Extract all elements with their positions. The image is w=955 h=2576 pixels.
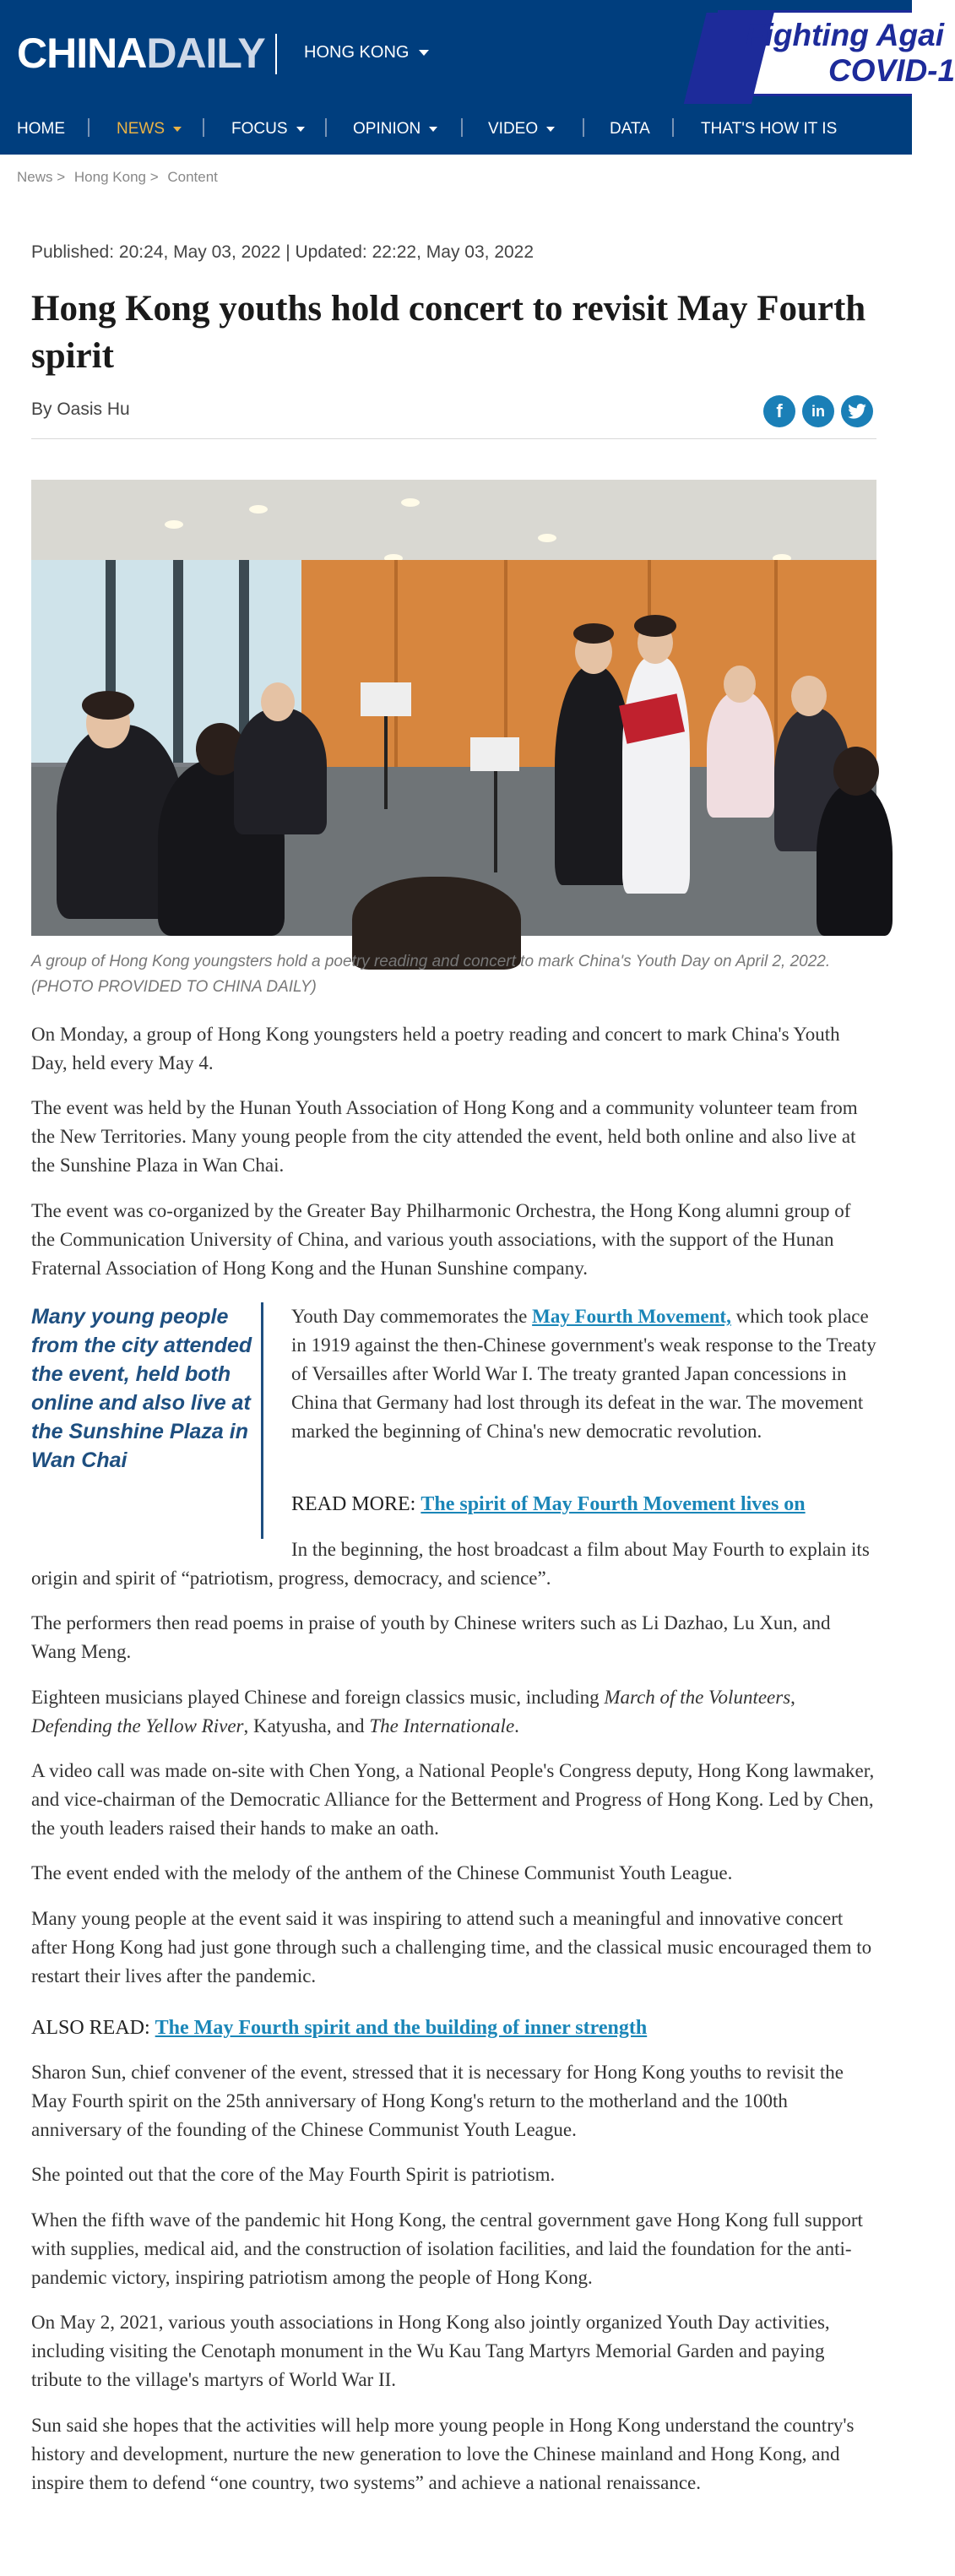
paragraph-7 [31,1683,878,1741]
chevron-down-icon [419,50,429,56]
photo-hair [82,691,134,720]
photo-mullion [173,560,183,763]
nav-divider [203,118,204,137]
chevron-down-icon [546,127,555,132]
paragraph-12: She pointed out that the core of the May Fourth Spirit is patriotism. [31,2164,556,2185]
paragraph-6: The performers then read poems in praise of youth by Chinese writers such as Li Dazhao, Lu Xun, and Wang Meng. [31,1612,831,1662]
nav-home[interactable] [17,117,65,141]
also-read-label: ALSO READ: [31,2017,150,2039]
paragraph-11: Sharon Sun, chief convener of the event, stressed that it is necessary for Hong Kong youths to revisit the May Fourth spirit on the 25th anniversary of Hong Kong's return to the motherland and the 100th anniversary of the founding of the Chinese Communist Youth League. [31,2062,844,2140]
nav-news-label: NEWS [117,120,165,138]
photo-face [261,682,295,721]
facebook-share-icon[interactable] [763,395,795,427]
nav-thats-how-it-is[interactable] [701,117,837,141]
read-more [291,1490,806,1519]
chevron-down-icon [429,127,437,132]
nav-divider [583,118,584,137]
nav-data[interactable] [610,117,650,141]
paragraph-5: In the beginning, the host broadcast a film about May Fourth to explain its origin and spirit of “patriotism, progress, democracy, and science”. [31,1539,870,1589]
song-title: March of the Volunteers [604,1687,791,1708]
nav-data-label: DATA [610,120,650,138]
photo-sheet-music [361,682,411,716]
logo-divider [275,34,277,74]
breadcrumb [17,166,223,188]
photo-person [707,691,774,818]
photo-face [724,666,756,703]
nav-video[interactable] [488,117,555,141]
photo-hair [573,623,614,644]
paragraph-9: The event ended with the melody of the anthem of the Chinese Communist Youth League. [31,1862,733,1883]
photo-person [817,784,893,936]
banner-line-2: COVID-1 [828,53,955,88]
china-daily-logo[interactable] [17,30,265,77]
photo-lamp [401,498,420,507]
nav-opinion[interactable] [353,117,437,141]
main-nav [0,104,912,155]
nav-divider [461,118,463,137]
region-label: HONG KONG [304,43,410,62]
paragraph-1: On Monday, a group of Hong Kong youngsters held a poetry reading and concert to mark China's Youth Day, held every May 4. [31,1024,840,1073]
logo-daily: DAILY [146,30,265,77]
paragraph-4-text: Youth Day commemorates the [291,1306,533,1327]
linkedin-share-icon[interactable] [802,395,834,427]
photo-caption: A group of Hong Kong youngsters hold a poetry reading and concert to mark China's Youth Day on April 2, 2022. (PHOTO PROVIDED TO CHINA DAILY) [31,953,831,996]
photo-head [833,747,879,796]
article-photo [31,480,876,936]
photo-male-performer [555,666,632,885]
fighting-covid-banner[interactable] [718,10,955,96]
read-more-label: READ MORE: [291,1493,416,1515]
nav-video-label: VIDEO [488,120,539,138]
photo-ceiling [31,480,876,568]
paragraph-2: The event was held by the Hunan Youth Association of Hong Kong and a community volunteer team from the New Territories. Many young people from the city attended the event, held both online and also live at the Sunshine Plaza in Wan Chai. [31,1097,858,1176]
paragraph-7-text-cont: , Katyusha, and [243,1715,370,1736]
photo-female-performer [622,657,690,894]
also-read [31,2014,647,2042]
nav-thats-how-it-is-label: THAT'S HOW IT IS [701,120,838,138]
photo-lamp [165,520,183,529]
nav-news[interactable] [117,117,182,141]
region-selector[interactable] [304,41,429,64]
nav-divider [325,118,327,137]
nav-divider [88,118,90,137]
paragraph-4-text-cont: which took place in 1919 against the then-Chinese government's weak response to the Treaty of Versailles after World War I. The treaty granted Japan concessions in China that Germany had lost through its defeat in the war. The movement marked the beginning of China's new democratic revolution. [291,1306,876,1442]
breadcrumb-hong-kong[interactable]: Hong Kong > [73,169,159,185]
may-fourth-movement-link[interactable]: May Fourth Movement, [532,1306,731,1327]
photo-face [791,676,827,716]
article-title: Hong Kong youths hold concert to revisit May Fourth spirit [31,289,866,376]
nav-opinion-label: OPINION [353,120,421,138]
site-header [0,0,955,104]
read-more-link[interactable]: The spirit of May Fourth Movement lives on [421,1493,806,1515]
nav-focus[interactable] [231,117,305,141]
facebook-glyph: f [776,400,783,421]
banner-line-1: Fighting Agai [746,18,944,52]
logo-china: CHINA [17,30,147,77]
pull-quote: Many young people from the city attended the event, held both online and also live at the Sunshine Plaza in Wan Chai [31,1302,263,1539]
nav-divider [672,118,674,137]
photo-hair [634,615,676,637]
photo-sheet-music [470,737,519,771]
paragraph-7-text: Eighteen musicians played Chinese and foreign classics music, including [31,1687,605,1708]
breadcrumb-news[interactable]: News > [17,169,66,185]
twitter-bird-icon [848,404,866,419]
paragraph-7-end: . [514,1715,519,1736]
also-read-link[interactable]: The May Fourth spirit and the building of inner strength [155,2017,648,2039]
byline: By Oasis Hu [31,399,130,419]
publish-meta: Published: 20:24, May 03, 2022 | Updated: 22:22, May 03, 2022 [31,242,534,262]
paragraph-3: The event was co-organized by the Greater Bay Philharmonic Orchestra, the Hong Kong alumni group of the Communication University of China, and various youth associations, with the support of the Hunan Fraternal Association of Hong Kong and the Hunan Sunshine company. [31,1200,851,1279]
song-title: The Internationale [369,1715,515,1736]
paragraph-15: Sun said she hopes that the activities will help more young people in Hong Kong understand the country's history and development, nurture the new generation to love the Chinese mainland and Hong Kong, and inspire them to defend “one country, two systems” and achieve a national renaissance. [31,2415,855,2493]
photo-lamp [249,505,268,514]
photo-music-stand [494,771,497,872]
twitter-share-icon[interactable] [841,395,873,427]
paragraph-13: When the fifth wave of the pandemic hit Hong Kong, the central government gave Hong Kong full support with supplies, medical aid, and the construction of isolation facilities, and laid the foundation for the anti-pandemic victory, inspiring patriotism among the people of Hong Kong. [31,2209,863,2288]
photo-person [234,708,327,834]
nav-focus-label: FOCUS [231,120,288,138]
paragraph-7-sep: , [790,1687,795,1708]
photo-music-stand [384,716,388,809]
paragraph-10: Many young people at the event said it was inspiring to attend such a meaningful and innovative concert after Hong Kong had just gone through such a challenging time, and the classical music encouraged them to restart their lives after the pandemic. [31,1908,872,1986]
chevron-down-icon [296,127,305,132]
photo-lamp [538,534,556,542]
breadcrumb-content: Content [167,169,218,185]
paragraph-4 [291,1302,878,1446]
paragraph-14: On May 2, 2021, various youth associations in Hong Kong also jointly organized Youth Day activities, including visiting the Cenotaph monument in the Wu Kau Tang Martyrs Memorial Garden and paying tribute to the village's martyrs of World War II. [31,2312,830,2390]
chevron-down-icon [173,127,182,132]
linkedin-glyph: in [811,403,825,420]
title-divider [31,438,876,439]
song-title: Defending the Yellow River [31,1715,244,1736]
nav-home-label: HOME [17,120,65,138]
paragraph-8: A video call was made on-site with Chen Yong, a National People's Congress deputy, Hong Kong lawmaker, and vice-chairman of the Democratic Alliance for the Betterment and Progress of Hong Kong. Led by Chen, the youth leaders raised their hands to make an oath. [31,1760,875,1839]
